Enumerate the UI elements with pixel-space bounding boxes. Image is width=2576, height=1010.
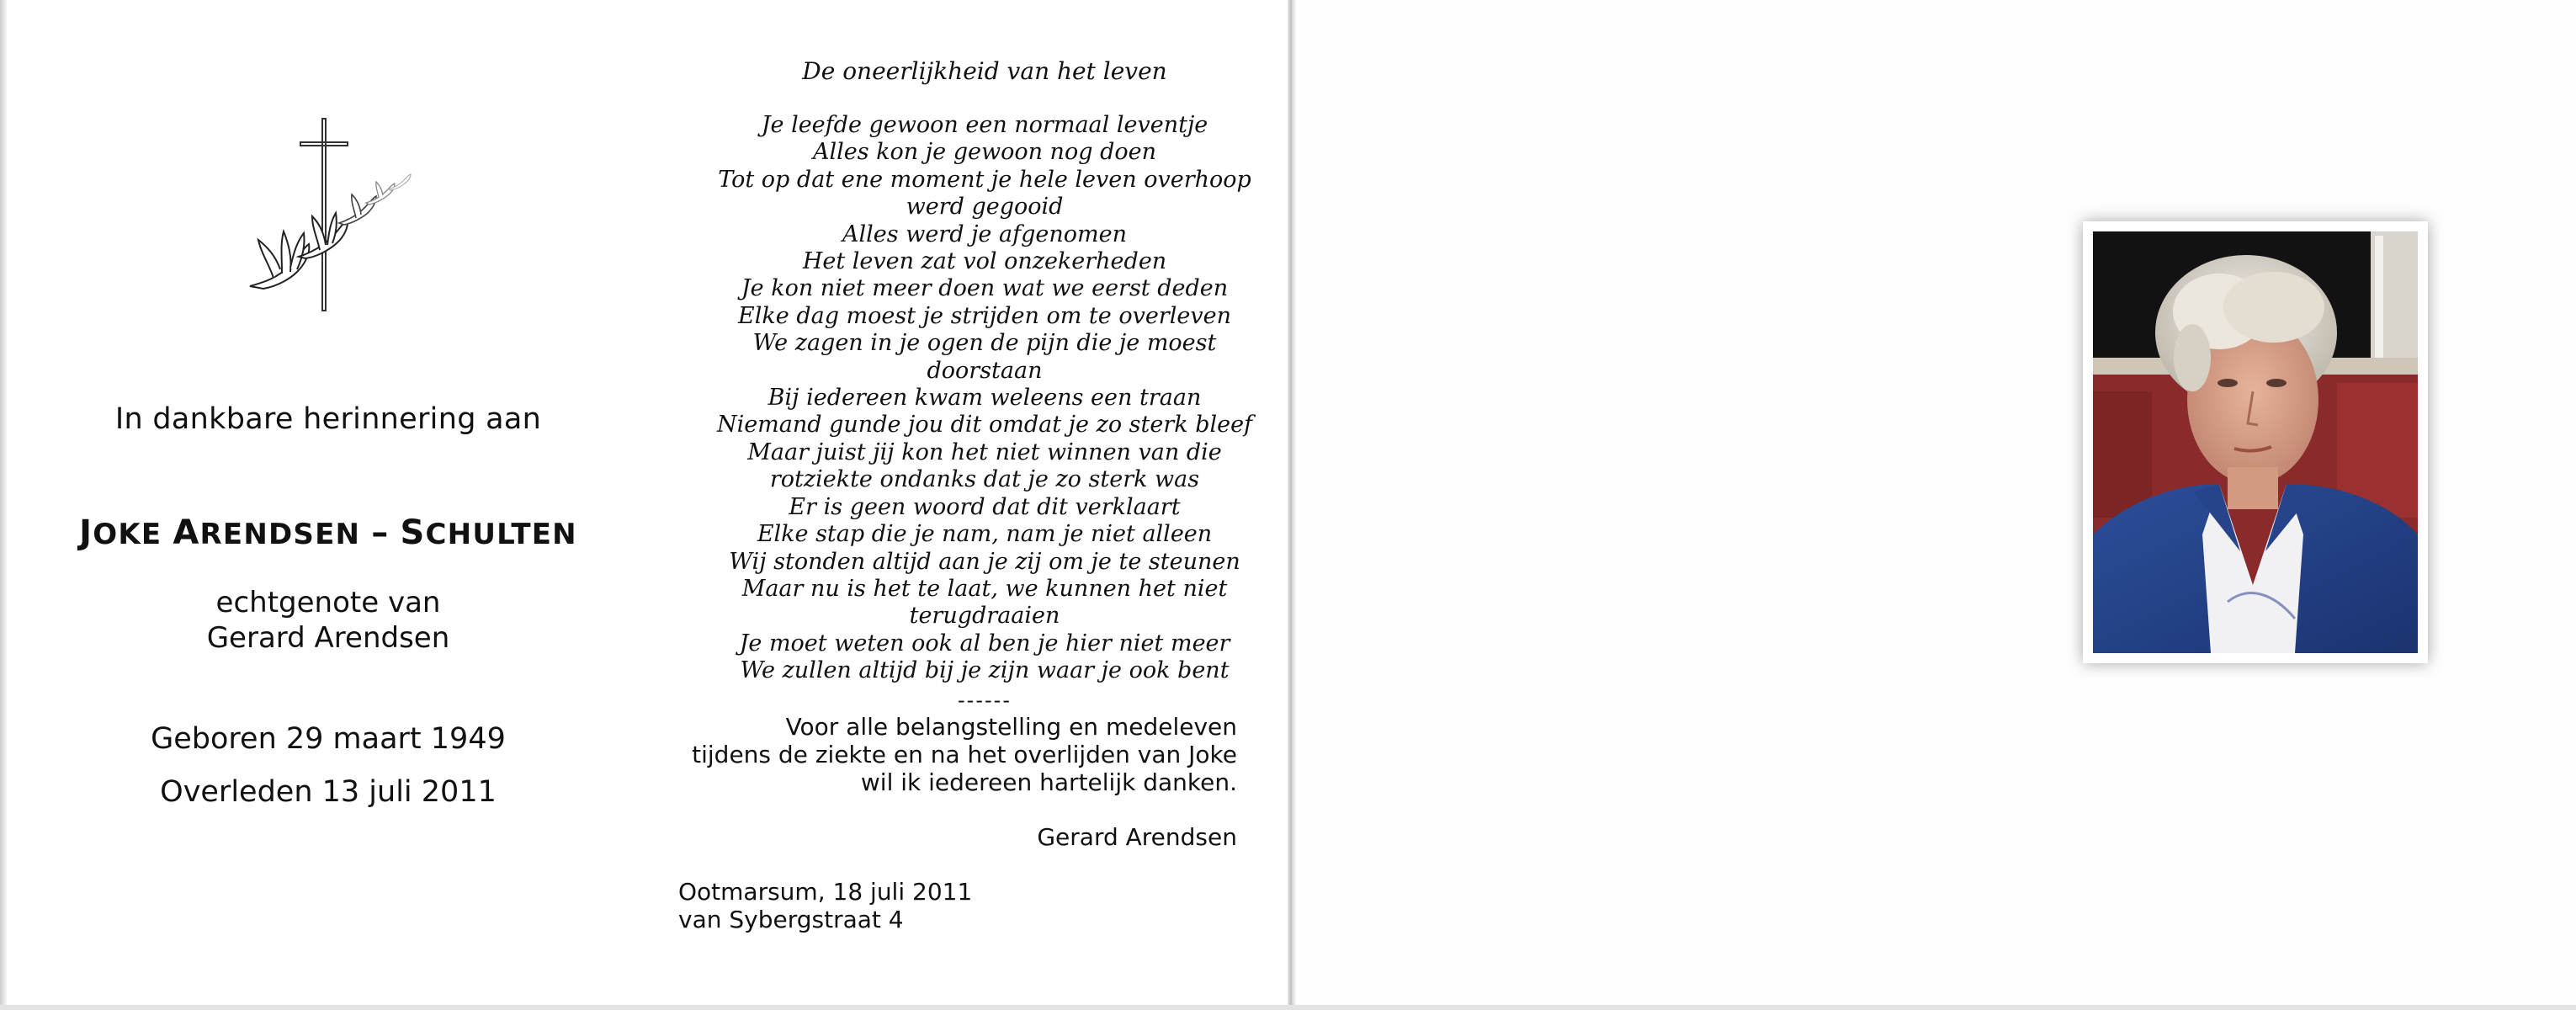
name-part: CHULTEN: [425, 518, 577, 551]
card-edge: [0, 0, 7, 1010]
poem-line: Je leefde gewoon een normaal leventje: [761, 112, 1208, 138]
poem-line: Maar nu is het te laat, we kunnen het niet: [741, 575, 1228, 602]
deceased-name: [50, 513, 606, 552]
poem-line: rotziekte ondanks dat je zo sterk was: [769, 466, 1200, 493]
poem-line: Elke dag moest je strijden om te overleven: [738, 302, 1231, 329]
name-dash: –: [371, 513, 390, 552]
poem-line: Het leven zat vol onzekerheden: [802, 248, 1167, 275]
poem-line: Alles kon je gewoon nog doen: [813, 139, 1156, 166]
poem-line: Je moet weten ook al ben je hier niet meer: [739, 630, 1230, 656]
separator: ------: [958, 688, 1012, 712]
poem-line: We zullen altijd bij je zijn waar je ook bent: [740, 657, 1230, 684]
name-part: RENDSEN: [199, 518, 361, 551]
intro-text: In dankbare herinnering aan: [114, 402, 542, 436]
poem-line: werd gegooid: [906, 194, 1064, 221]
thanks-line: wil ik iedereen hartelijk danken.: [860, 768, 1237, 796]
thanks-line: tijdens de ziekte en na het overlijden van Joke: [692, 741, 1237, 768]
poem-line: Alles werd je afgenomen: [842, 221, 1127, 247]
name-part: OKE: [93, 518, 162, 551]
cross-with-doves-icon: [240, 114, 417, 316]
birth-date: Geboren 29 maart 1949: [151, 722, 506, 756]
poem-line: Je kon niet meer doen wat we eerst deden: [741, 275, 1229, 302]
spouse-info: [50, 585, 606, 656]
name-initial: S: [400, 513, 426, 552]
poem-title: De oneerlijkheid van het leven: [802, 57, 1167, 85]
name-initial: J: [79, 513, 93, 552]
spouse-label: echtgenote van: [215, 586, 441, 619]
poem-line: Tot op dat ene moment je hele leven overhoop: [718, 166, 1251, 193]
thanks-line: Voor alle belangstelling en medeleven: [785, 713, 1237, 741]
place-line: Ootmarsum, 18 juli 2011: [678, 878, 973, 906]
poem-line: Maar juist jij kon het niet winnen van die: [747, 439, 1222, 465]
poem-line: Elke stap die je nam, nam je niet alleen: [757, 521, 1213, 548]
signature: Gerard Arendsen: [1037, 823, 1237, 851]
poem-line: doorstaan: [927, 357, 1043, 384]
poem-line: Wij stonden altijd aan je zij om je te steunen: [729, 548, 1240, 575]
poem-line: Niemand gunde jou dit omdat je zo sterk bleef: [716, 412, 1253, 439]
thanks-text: [656, 713, 1237, 796]
name-initial: A: [173, 513, 200, 552]
place-date: [678, 878, 972, 933]
poem-body: [665, 112, 1304, 685]
portrait-photo: [2083, 221, 2428, 663]
portrait-image: [2093, 231, 2418, 653]
death-date: Overleden 13 juli 2011: [160, 775, 497, 809]
poem-line: We zagen in je ogen de pijn die je moest: [752, 330, 1217, 357]
spouse-name: Gerard Arendsen: [206, 621, 450, 655]
poem-line: terugdraaien: [909, 603, 1060, 630]
address-line: van Sybergstraat 4: [678, 906, 904, 933]
poem-line: Bij iedereen kwam weleens een traan: [767, 385, 1202, 412]
card-bottom-edge: [0, 1005, 2576, 1010]
poem-line: Er is geen woord dat dit verklaart: [789, 493, 1181, 520]
